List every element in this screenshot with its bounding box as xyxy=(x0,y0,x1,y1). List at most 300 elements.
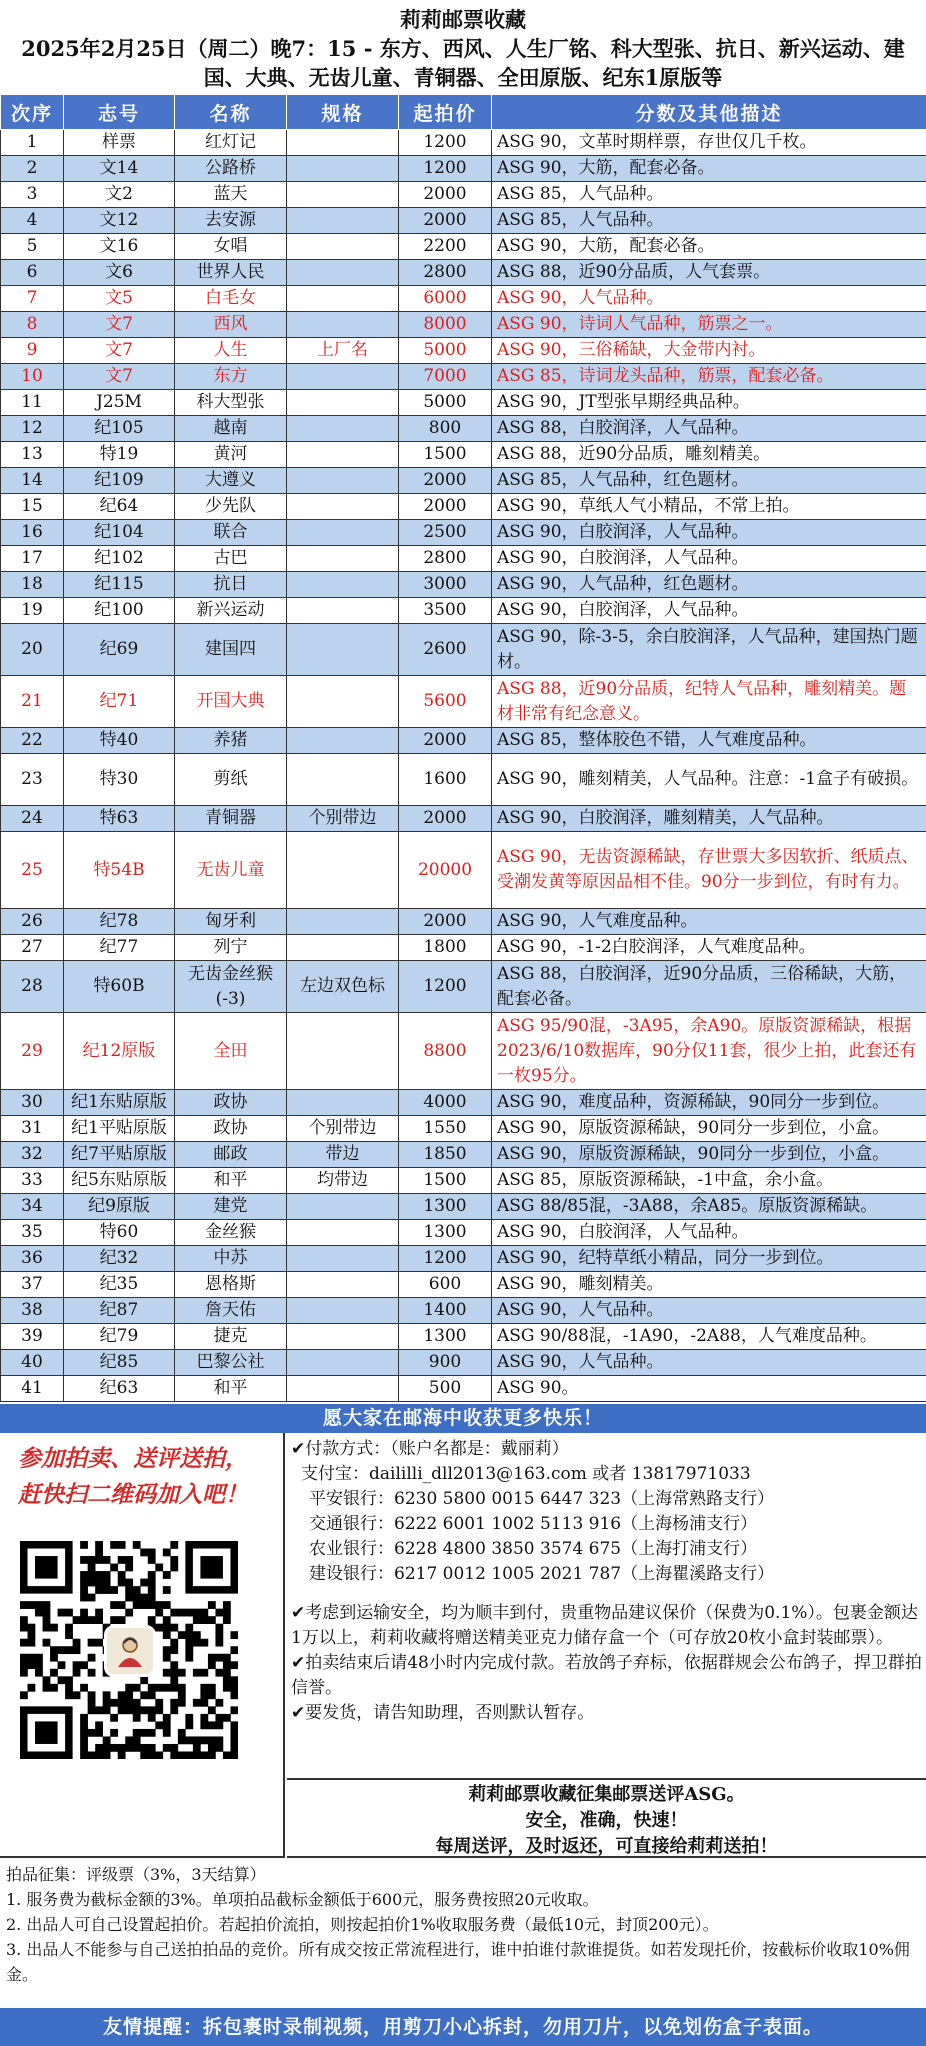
table-row xyxy=(1,182,926,208)
cell-no: 4 xyxy=(1,208,64,234)
cell-spec xyxy=(287,1376,399,1402)
col-header-code: 志号 xyxy=(64,95,175,130)
cell-code: 文6 xyxy=(64,260,175,286)
table-row xyxy=(1,234,926,260)
cell-no: 5 xyxy=(1,234,64,260)
cell-code: 文16 xyxy=(64,234,175,260)
cell-desc: ASG 85，人气品种。 xyxy=(492,208,926,234)
cell-no: 18 xyxy=(1,572,64,598)
cell-name: 世界人民 xyxy=(175,260,287,286)
cell-no: 12 xyxy=(1,416,64,442)
table-row xyxy=(1,1116,926,1142)
cell-code: 文2 xyxy=(64,182,175,208)
cell-code: 特19 xyxy=(64,442,175,468)
cell-desc: ASG 90，白胶润泽，人气品种。 xyxy=(492,520,926,546)
cell-spec xyxy=(287,520,399,546)
cell-spec xyxy=(287,390,399,416)
cell-spec xyxy=(287,728,399,754)
cell-code: 特60 xyxy=(64,1220,175,1246)
cell-price: 5000 xyxy=(399,338,492,364)
table-row xyxy=(1,1324,926,1350)
table-row xyxy=(1,130,926,156)
table-row xyxy=(1,312,926,338)
cell-desc: ASG 90，三俗稀缺，大金带内衬。 xyxy=(492,338,926,364)
table-row xyxy=(1,961,926,1013)
cell-no: 36 xyxy=(1,1246,64,1272)
cell-spec xyxy=(287,546,399,572)
cell-price: 20000 xyxy=(399,832,492,909)
cell-price: 8800 xyxy=(399,1013,492,1090)
auction-table xyxy=(0,94,926,1402)
cell-code: 纪79 xyxy=(64,1324,175,1350)
cell-desc: ASG 90，除-3-5，余白胶润泽，人气品种，建国热门题材。 xyxy=(492,624,926,676)
cell-code: 样票 xyxy=(64,130,175,156)
cell-code: 纪32 xyxy=(64,1246,175,1272)
wish-banner: 愿大家在邮海中收获更多快乐！ xyxy=(0,1404,926,1433)
cell-spec xyxy=(287,935,399,961)
cell-name: 公路桥 xyxy=(175,156,287,182)
table-row xyxy=(1,260,926,286)
cell-no: 37 xyxy=(1,1272,64,1298)
cell-no: 2 xyxy=(1,156,64,182)
cell-desc: ASG 85，原版资源稀缺，-1中盒，余小盒。 xyxy=(492,1168,926,1194)
cell-price: 2000 xyxy=(399,208,492,234)
table-row xyxy=(1,935,926,961)
cell-price: 1300 xyxy=(399,1324,492,1350)
cell-desc: ASG 90，白胶润泽，人气品种。 xyxy=(492,1220,926,1246)
table-row xyxy=(1,156,926,182)
cell-name: 抗日 xyxy=(175,572,287,598)
cell-code: 文5 xyxy=(64,286,175,312)
cell-desc: ASG 85，整体胶色不错，人气难度品种。 xyxy=(492,728,926,754)
cell-desc: ASG 90，人气品种。 xyxy=(492,1350,926,1376)
cell-spec xyxy=(287,286,399,312)
cell-no: 21 xyxy=(1,676,64,728)
cell-no: 32 xyxy=(1,1142,64,1168)
cell-price: 1500 xyxy=(399,442,492,468)
cell-code: 文7 xyxy=(64,338,175,364)
cell-name: 少先队 xyxy=(175,494,287,520)
col-header-spec: 规格 xyxy=(287,95,399,130)
cell-no: 11 xyxy=(1,390,64,416)
cell-price: 3000 xyxy=(399,572,492,598)
cell-price: 2000 xyxy=(399,182,492,208)
rules-title: 拍品征集：评级票（3%，3天结算） xyxy=(6,1865,266,1884)
table-row xyxy=(1,572,926,598)
cell-spec xyxy=(287,416,399,442)
cell-code: 纪12原版 xyxy=(64,1013,175,1090)
cell-no: 6 xyxy=(1,260,64,286)
bank-account-abc: 农业银行：6228 4800 3850 3574 675（上海打浦支行） xyxy=(309,1539,758,1559)
table-row xyxy=(1,909,926,935)
cell-name: 红灯记 xyxy=(175,130,287,156)
cell-name: 建国四 xyxy=(175,624,287,676)
cell-no: 23 xyxy=(1,754,64,806)
cell-code: J25M xyxy=(64,390,175,416)
cell-spec xyxy=(287,572,399,598)
cell-price: 1800 xyxy=(399,935,492,961)
table-row xyxy=(1,728,926,754)
cell-spec xyxy=(287,1246,399,1272)
cell-code: 文7 xyxy=(64,312,175,338)
table-row xyxy=(1,832,926,909)
cell-code: 文14 xyxy=(64,156,175,182)
cell-code: 纪109 xyxy=(64,468,175,494)
cell-price: 2500 xyxy=(399,520,492,546)
cell-price: 1200 xyxy=(399,156,492,182)
cell-name: 白毛女 xyxy=(175,286,287,312)
cell-name: 巴黎公社 xyxy=(175,1350,287,1376)
table-row xyxy=(1,754,926,806)
cell-name: 政协 xyxy=(175,1090,287,1116)
cell-desc: ASG 90，人气难度品种。 xyxy=(492,909,926,935)
cell-code: 文7 xyxy=(64,364,175,390)
table-body xyxy=(1,130,926,1402)
cell-name: 去安源 xyxy=(175,208,287,234)
table-row xyxy=(1,1013,926,1090)
cell-desc: ASG 90，人气品种。 xyxy=(492,1298,926,1324)
cell-desc: ASG 90，草纸人气小精品，不常上拍。 xyxy=(492,494,926,520)
table-row xyxy=(1,442,926,468)
cell-no: 14 xyxy=(1,468,64,494)
cell-no: 28 xyxy=(1,961,64,1013)
service-line3: 每周送评，及时返还，可直接给莉莉送拍！ xyxy=(435,1836,778,1857)
table-header-row xyxy=(1,95,926,130)
payment-title: ✔付款方式：（账户名都是：戴丽莉） xyxy=(291,1439,569,1459)
note-payment-deadline: ✔拍卖结束后请48小时内完成付款。若放鸽子弃标，依据群规会公布鸽子，捍卫群拍信誉。 xyxy=(291,1653,922,1698)
cell-code: 纪71 xyxy=(64,676,175,728)
table-row xyxy=(1,468,926,494)
cell-no: 38 xyxy=(1,1298,64,1324)
page-header xyxy=(0,0,926,94)
cell-name: 科大型张 xyxy=(175,390,287,416)
table-row xyxy=(1,416,926,442)
cell-name: 剪纸 xyxy=(175,754,287,806)
cell-spec: 左边双色标 xyxy=(287,961,399,1013)
cell-desc: ASG 90，JT型张早期经典品种。 xyxy=(492,390,926,416)
qr-invite-panel xyxy=(0,1433,285,1858)
cell-spec xyxy=(287,182,399,208)
cell-spec xyxy=(287,312,399,338)
cell-name: 建党 xyxy=(175,1194,287,1220)
table-row xyxy=(1,208,926,234)
cell-desc: ASG 90，白胶润泽，人气品种。 xyxy=(492,598,926,624)
table-row xyxy=(1,1220,926,1246)
cell-no: 7 xyxy=(1,286,64,312)
cell-name: 和平 xyxy=(175,1168,287,1194)
cell-price: 1400 xyxy=(399,1298,492,1324)
cell-desc: ASG 90，雕刻精美，人气品种。注意：-1盒子有破损。 xyxy=(492,754,926,806)
cell-name: 邮政 xyxy=(175,1142,287,1168)
cell-desc: ASG 90，白胶润泽，人气品种。 xyxy=(492,546,926,572)
cell-desc: ASG 90，人气品种，红色题材。 xyxy=(492,572,926,598)
table-row xyxy=(1,546,926,572)
cell-price: 1300 xyxy=(399,1220,492,1246)
cell-no: 24 xyxy=(1,806,64,832)
cell-spec xyxy=(287,1013,399,1090)
cell-no: 3 xyxy=(1,182,64,208)
cell-code: 纪1平贴原版 xyxy=(64,1116,175,1142)
cell-name: 东方 xyxy=(175,364,287,390)
cell-name: 人生 xyxy=(175,338,287,364)
cell-code: 纪115 xyxy=(64,572,175,598)
cell-code: 纪63 xyxy=(64,1376,175,1402)
auction-subtitle-line1: 2025年2月25日（周二）晚7：15 - 东方、西风、人生厂铭、科大型张、抗日、新兴运动、建 xyxy=(21,36,905,61)
cell-price: 5600 xyxy=(399,676,492,728)
cell-spec xyxy=(287,1220,399,1246)
cell-code: 纪7平贴原版 xyxy=(64,1142,175,1168)
cell-name: 蓝天 xyxy=(175,182,287,208)
table-row xyxy=(1,1246,926,1272)
cell-price: 2000 xyxy=(399,728,492,754)
alipay-info: 支付宝：daililli_dll2013@163.com 或者 13817971033 xyxy=(301,1464,751,1484)
rule-item-1: 1. 服务费为截标金额的3%。单项拍品截标金额低于600元，服务费按照20元收取。 xyxy=(6,1890,599,1909)
cell-spec xyxy=(287,1272,399,1298)
qr-code-image[interactable] xyxy=(20,1541,238,1759)
cell-desc: ASG 90，-1-2白胶润泽，人气难度品种。 xyxy=(492,935,926,961)
page-title: 莉莉邮票收藏 xyxy=(400,7,526,32)
cell-no: 15 xyxy=(1,494,64,520)
cell-code: 纪64 xyxy=(64,494,175,520)
cell-no: 25 xyxy=(1,832,64,909)
cell-name: 开国大典 xyxy=(175,676,287,728)
cell-price: 6000 xyxy=(399,286,492,312)
note-delivery: ✔要发货，请告知助理，否则默认暂存。 xyxy=(291,1703,595,1723)
cell-no: 19 xyxy=(1,598,64,624)
cell-code: 特63 xyxy=(64,806,175,832)
cell-spec xyxy=(287,494,399,520)
bank-account-ccb: 建设银行：6217 0012 1005 2021 787（上海瞿溪路支行） xyxy=(309,1564,775,1584)
cell-desc: ASG 90/88混，-1A90，-2A88，人气难度品种。 xyxy=(492,1324,926,1350)
cell-spec xyxy=(287,624,399,676)
cell-desc: ASG 85，人气品种，红色题材。 xyxy=(492,468,926,494)
cell-code: 纪35 xyxy=(64,1272,175,1298)
table-row xyxy=(1,1376,926,1402)
table-row xyxy=(1,1142,926,1168)
cell-name: 新兴运动 xyxy=(175,598,287,624)
bank-account-pingan: 平安银行：6230 5800 0015 6447 323（上海常熟路支行） xyxy=(309,1489,775,1509)
cell-spec: 上厂名 xyxy=(287,338,399,364)
table-row xyxy=(1,364,926,390)
col-header-price: 起拍价 xyxy=(399,95,492,130)
cell-desc: ASG 90，大筋，配套必备。 xyxy=(492,156,926,182)
rule-item-3: 3. 出品人不能参与自己送拍拍品的竞价。所有成交按正常流程进行，谁中拍谁付款谁提货。如若发现托价，按截标价收取10%佣金。 xyxy=(6,1940,910,1984)
invite-line2: 赶快扫二维码加入吧！ xyxy=(18,1481,248,1508)
cell-code: 文12 xyxy=(64,208,175,234)
cell-desc: ASG 88，近90分品质，人气套票。 xyxy=(492,260,926,286)
cell-spec xyxy=(287,234,399,260)
cell-spec xyxy=(287,260,399,286)
cell-name: 恩格斯 xyxy=(175,1272,287,1298)
cell-desc: ASG 88，近90分品质，雕刻精美。 xyxy=(492,442,926,468)
cell-price: 1500 xyxy=(399,1168,492,1194)
table-row xyxy=(1,806,926,832)
cell-no: 17 xyxy=(1,546,64,572)
service-line2: 安全，准确，快速！ xyxy=(525,1810,688,1831)
cell-price: 2800 xyxy=(399,546,492,572)
cell-no: 10 xyxy=(1,364,64,390)
cell-desc: ASG 90，人气品种。 xyxy=(492,286,926,312)
cell-no: 34 xyxy=(1,1194,64,1220)
cell-spec xyxy=(287,442,399,468)
table-row xyxy=(1,390,926,416)
cell-price: 1550 xyxy=(399,1116,492,1142)
cell-desc: ASG 90，原版资源稀缺，90同分一步到位，小盒。 xyxy=(492,1142,926,1168)
mascot-logo-icon xyxy=(110,1631,150,1671)
cell-spec: 个别带边 xyxy=(287,1116,399,1142)
service-info-box xyxy=(287,1778,926,1858)
cell-spec xyxy=(287,208,399,234)
col-header-no: 次序 xyxy=(1,95,64,130)
rule-item-2: 2. 出品人可自己设置起拍价。若起拍价流拍，则按起拍价1%收取服务费（最低10元，封顶200元）。 xyxy=(6,1915,719,1934)
cell-spec xyxy=(287,754,399,806)
note-shipping: ✔考虑到运输安全，均为顺丰到付，贵重物品建议保价（保费为0.1%）。包裹金额达1万以上，莉莉收藏将赠送精美亚克力储存盒一个（可存放20枚小盒封装邮票）。 xyxy=(291,1603,918,1648)
cell-desc: ASG 90，文革时期样票，存世仅几千枚。 xyxy=(492,130,926,156)
cell-desc: ASG 90，雕刻精美。 xyxy=(492,1272,926,1298)
cell-name: 政协 xyxy=(175,1116,287,1142)
cell-desc: ASG 95/90混，-3A95，余A90。原版资源稀缺，根据2023/6/10数据库，90分仅11套，很少上拍，此套还有一枚95分。 xyxy=(492,1013,926,1090)
payment-info-panel xyxy=(287,1433,926,1778)
cell-code: 纪85 xyxy=(64,1350,175,1376)
qr-center-logo-icon xyxy=(104,1625,156,1677)
table-row xyxy=(1,1194,926,1220)
cell-code: 纪69 xyxy=(64,624,175,676)
cell-spec xyxy=(287,468,399,494)
cell-spec xyxy=(287,1324,399,1350)
col-header-name: 名称 xyxy=(175,95,287,130)
cell-desc: ASG 88，近90分品质，纪特人气品种，雕刻精美。题材非常有纪念意义。 xyxy=(492,676,926,728)
cell-code: 纪87 xyxy=(64,1298,175,1324)
table-row xyxy=(1,286,926,312)
cell-price: 1300 xyxy=(399,1194,492,1220)
table-row xyxy=(1,1168,926,1194)
cell-desc: ASG 88，白胶润泽，近90分品质，三俗稀缺，大筋，配套必备。 xyxy=(492,961,926,1013)
table-row xyxy=(1,520,926,546)
col-header-desc: 分数及其他描述 xyxy=(492,95,926,130)
invite-line1: 参加拍卖、送评送拍， xyxy=(18,1445,248,1472)
cell-price: 5000 xyxy=(399,390,492,416)
table-row xyxy=(1,1298,926,1324)
cell-code: 纪5东贴原版 xyxy=(64,1168,175,1194)
cell-name: 西风 xyxy=(175,312,287,338)
invite-text xyxy=(0,1433,283,1513)
cell-desc: ASG 88/85混，-3A88，余A85。原版资源稀缺。 xyxy=(492,1194,926,1220)
table-row xyxy=(1,676,926,728)
cell-spec xyxy=(287,1194,399,1220)
cell-spec xyxy=(287,130,399,156)
cell-no: 30 xyxy=(1,1090,64,1116)
cell-name: 养猪 xyxy=(175,728,287,754)
cell-code: 纪100 xyxy=(64,598,175,624)
cell-code: 纪78 xyxy=(64,909,175,935)
cell-price: 600 xyxy=(399,1272,492,1298)
cell-no: 22 xyxy=(1,728,64,754)
cell-name: 匈牙利 xyxy=(175,909,287,935)
cell-name: 联合 xyxy=(175,520,287,546)
cell-price: 2000 xyxy=(399,494,492,520)
cell-spec: 均带边 xyxy=(287,1168,399,1194)
table-row xyxy=(1,494,926,520)
cell-price: 500 xyxy=(399,1376,492,1402)
cell-spec xyxy=(287,1298,399,1324)
cell-spec xyxy=(287,832,399,909)
cell-spec xyxy=(287,676,399,728)
cell-code: 纪1东贴原版 xyxy=(64,1090,175,1116)
cell-no: 27 xyxy=(1,935,64,961)
cell-code: 纪77 xyxy=(64,935,175,961)
cell-code: 纪105 xyxy=(64,416,175,442)
cell-code: 纪102 xyxy=(64,546,175,572)
cell-no: 29 xyxy=(1,1013,64,1090)
cell-price: 1200 xyxy=(399,1246,492,1272)
cell-name: 古巴 xyxy=(175,546,287,572)
cell-name: 金丝猴 xyxy=(175,1220,287,1246)
cell-no: 8 xyxy=(1,312,64,338)
table-row xyxy=(1,1350,926,1376)
cell-name: 中苏 xyxy=(175,1246,287,1272)
cell-name: 女唱 xyxy=(175,234,287,260)
cell-spec xyxy=(287,1350,399,1376)
cell-code: 纪104 xyxy=(64,520,175,546)
cell-spec xyxy=(287,598,399,624)
cell-spec xyxy=(287,1090,399,1116)
cell-spec: 带边 xyxy=(287,1142,399,1168)
cell-name: 大遵义 xyxy=(175,468,287,494)
cell-no: 35 xyxy=(1,1220,64,1246)
cell-name: 全田 xyxy=(175,1013,287,1090)
cell-no: 39 xyxy=(1,1324,64,1350)
cell-desc: ASG 90，诗词人气品种，筋票之一。 xyxy=(492,312,926,338)
cell-no: 41 xyxy=(1,1376,64,1402)
auction-subtitle-line2: 国、大典、无齿儿童、青铜器、全田原版、纪东1原版等 xyxy=(203,65,723,90)
cell-name: 无齿儿童 xyxy=(175,832,287,909)
cell-no: 9 xyxy=(1,338,64,364)
cell-price: 1200 xyxy=(399,130,492,156)
cell-price: 2000 xyxy=(399,806,492,832)
cell-code: 特60B xyxy=(64,961,175,1013)
cell-name: 无齿金丝猴(-3) xyxy=(175,961,287,1013)
service-line1: 莉莉邮票收藏征集邮票送评ASG。 xyxy=(468,1784,745,1805)
cell-code: 特40 xyxy=(64,728,175,754)
cell-no: 20 xyxy=(1,624,64,676)
cell-price: 2600 xyxy=(399,624,492,676)
cell-no: 31 xyxy=(1,1116,64,1142)
cell-name: 青铜器 xyxy=(175,806,287,832)
cell-no: 40 xyxy=(1,1350,64,1376)
cell-desc: ASG 85，人气品种。 xyxy=(492,182,926,208)
cell-spec xyxy=(287,156,399,182)
cell-name: 黄河 xyxy=(175,442,287,468)
cell-desc: ASG 90，难度品种，资源稀缺，90同分一步到位。 xyxy=(492,1090,926,1116)
cell-price: 1200 xyxy=(399,961,492,1013)
cell-name: 捷克 xyxy=(175,1324,287,1350)
cell-price: 800 xyxy=(399,416,492,442)
cell-price: 2000 xyxy=(399,909,492,935)
cell-desc: ASG 88，白胶润泽，人气品种。 xyxy=(492,416,926,442)
table-row xyxy=(1,338,926,364)
cell-desc: ASG 90，大筋，配套必备。 xyxy=(492,234,926,260)
cell-desc: ASG 90，无齿资源稀缺，存世票大多因软折、纸质点、受潮发黄等原因品相不佳。90分一步到位，有时有力。 xyxy=(492,832,926,909)
consignment-rules xyxy=(0,1858,926,2008)
cell-no: 1 xyxy=(1,130,64,156)
table-row xyxy=(1,1272,926,1298)
bank-account-bocom: 交通银行：6222 6001 1002 5113 916（上海杨浦支行） xyxy=(309,1514,758,1534)
cell-desc: ASG 90，纪特草纸小精品，同分一步到位。 xyxy=(492,1246,926,1272)
cell-price: 8000 xyxy=(399,312,492,338)
cell-desc: ASG 90，白胶润泽，雕刻精美，人气品种。 xyxy=(492,806,926,832)
cell-no: 26 xyxy=(1,909,64,935)
cell-code: 特30 xyxy=(64,754,175,806)
